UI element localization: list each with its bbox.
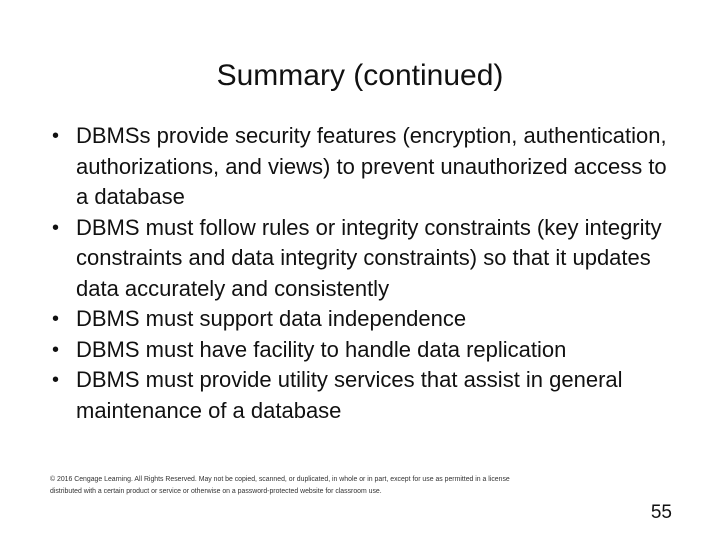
page-number: 55 bbox=[650, 502, 672, 523]
bullet-item bbox=[40, 121, 680, 213]
bullet-item bbox=[40, 335, 680, 366]
bullet-text: DBMSs provide security features (encryption, authentication, authorizations, and views) to prevent unauthorized access to a database bbox=[76, 123, 667, 209]
copyright-notice: © 2016 Cengage Learning. All Rights Reserved. May not be copied, scanned, or duplicated, in whole or in part, except for use as permitted in a license distributed with a certain product or service or otherwise on a password-protected website for classroom use. bbox=[50, 476, 510, 495]
bullet-item bbox=[40, 213, 680, 305]
bullet-icon: • bbox=[52, 338, 60, 361]
bullet-icon: • bbox=[52, 308, 60, 330]
bullet-text: DBMS must provide utility services that assist in general maintenance of a database bbox=[76, 367, 623, 423]
bullet-item bbox=[40, 304, 680, 335]
bullet-item bbox=[40, 365, 680, 426]
bullet-text: DBMS must have facility to handle data replication bbox=[76, 336, 567, 362]
bullet-icon: • bbox=[52, 125, 60, 147]
bullet-text: DBMS must follow rules or integrity constraints (key integrity constraints and data integrity constraints) so that it updates data accurately and consistently bbox=[76, 214, 662, 301]
bullet-list bbox=[40, 121, 680, 426]
bullet-icon: • bbox=[52, 369, 60, 391]
bullet-icon: • bbox=[52, 216, 60, 239]
slide-title: Summary (continued) bbox=[216, 59, 504, 92]
bullet-text: DBMS must support data independence bbox=[76, 306, 467, 331]
